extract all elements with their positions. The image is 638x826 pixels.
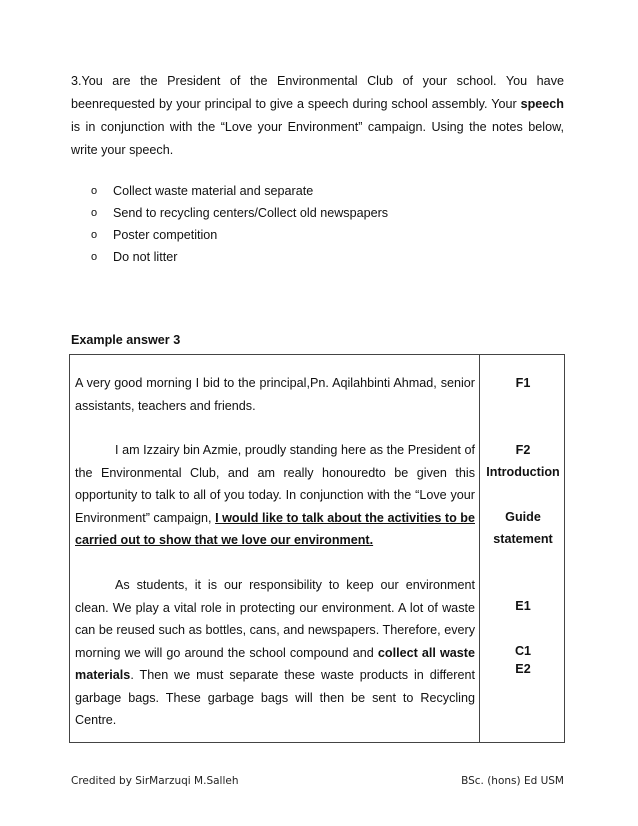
code-introduction: Introduction bbox=[486, 465, 560, 479]
note-text: Send to recycling centers/Collect old newspapers bbox=[113, 206, 389, 220]
notes-list bbox=[91, 180, 388, 268]
code-f2: F2 bbox=[515, 443, 531, 457]
bullet-marker: o bbox=[91, 229, 98, 241]
question-text-part2: is in conjunction with the “Love your Environment” campaign. Using the notes below, write your speech. bbox=[71, 120, 564, 157]
body-text-end: . Then we must separate these waste products in different garbage bags. These garbage bags will then be sent to Recycling Centre. bbox=[75, 668, 475, 727]
list-item bbox=[91, 224, 388, 246]
list-item bbox=[91, 246, 388, 268]
footer-degree: BSc. (hons) Ed USM bbox=[461, 775, 564, 787]
note-text: Do not litter bbox=[113, 250, 178, 264]
code-guide: Guide bbox=[505, 510, 541, 524]
body-bold-phrase: collect all waste materials bbox=[75, 645, 475, 682]
code-c1: C1 bbox=[514, 644, 532, 658]
note-text: Poster competition bbox=[113, 228, 218, 242]
code-e2: E2 bbox=[515, 662, 531, 676]
footer-credit: Credited by SirMarzuqi M.Salleh bbox=[71, 775, 239, 787]
note-text: Collect waste material and separate bbox=[113, 184, 314, 198]
code-statement: statement bbox=[493, 532, 553, 546]
bullet-marker: o bbox=[91, 251, 98, 263]
answer-paragraph-introduction bbox=[75, 439, 475, 552]
guide-statement-text: I would like to talk about the activities to be carried out to show that we love our environment. bbox=[75, 510, 475, 547]
example-heading: Example answer 3 bbox=[71, 333, 181, 347]
code-f1: F1 bbox=[515, 376, 531, 390]
code-e1: E1 bbox=[515, 599, 531, 613]
answer-paragraph-greeting: A very good morning I bid to the principal,Pn. Aqilahbinti Ahmad, senior assistants, teachers and friends. bbox=[75, 376, 475, 413]
list-item bbox=[91, 180, 388, 202]
bullet-marker: o bbox=[91, 207, 98, 219]
question-text bbox=[71, 70, 564, 162]
body-text-start: As students, it is our responsibility to keep our environment clean. We play a vital role in protecting our environment. A lot of waste can be reused such as bottles, cans, and newspapers. Therefore, every morning we will go around the school compound and bbox=[75, 578, 475, 660]
bullet-marker: o bbox=[91, 185, 98, 197]
answer-paragraph-body bbox=[75, 574, 475, 732]
question-text-part1: 3.You are the President of the Environmental Club of your school. You have beenrequested by your principal to give a speech during school assembly. Your bbox=[71, 74, 564, 111]
intro-text: I am Izzairy bin Azmie, proudly standing here as the President of the Environmental Club, and am really honouredto be given this opportunity to talk to all of you today. In conjunction with the “Love your Environment” campaign, bbox=[75, 443, 475, 525]
list-item bbox=[91, 202, 388, 224]
answer-table bbox=[69, 354, 565, 743]
question-bold-word: speech bbox=[520, 97, 564, 111]
